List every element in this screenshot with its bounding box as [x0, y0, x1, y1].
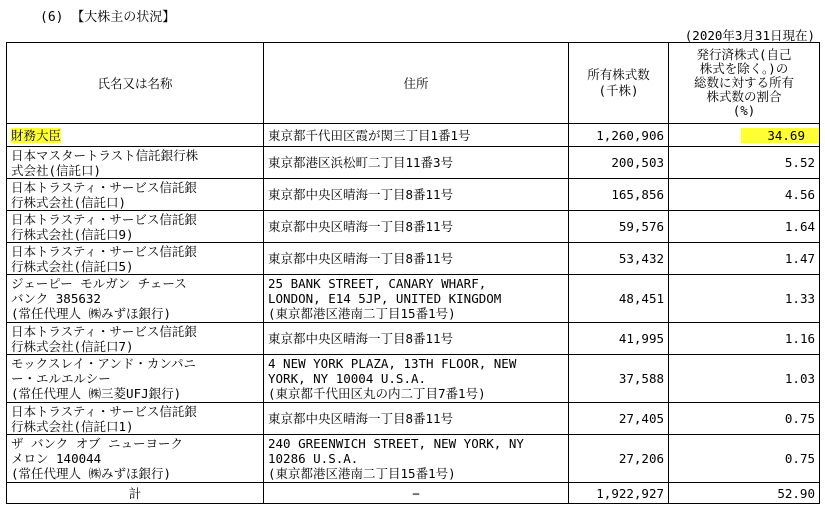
address-text: 東京都中央区晴海一丁目8番11号: [268, 331, 454, 346]
header-address: 住所: [264, 43, 569, 124]
name-text: 日本トラスティ・サービス信託銀 行株式会社(信託口1): [11, 403, 197, 434]
ownership-ratio: 1.64: [669, 211, 820, 243]
address-text: 25 BANK STREET, CANARY WHARF, LONDON, E14 5JP, UNITED KINGDOM (東京都港区港南二丁目15番1号): [268, 276, 502, 321]
header-ratio: [669, 43, 820, 124]
ownership-ratio: 0.75: [669, 435, 820, 483]
header-name: 氏名又は名称: [7, 43, 264, 124]
major-shareholders-table: [6, 42, 820, 504]
header-ratio-line4: 株式数の割合: [706, 89, 782, 104]
shareholder-name: [7, 147, 264, 179]
ownership-ratio: 0.75: [669, 403, 820, 435]
shares-held: 41,995: [569, 323, 669, 355]
shareholder-address: [264, 355, 569, 403]
table-row: [7, 179, 820, 211]
header-ratio-line2: 株式を除く。)の: [699, 61, 789, 76]
shares-held: 1,260,906: [569, 124, 669, 147]
ownership-ratio: 1.16: [669, 323, 820, 355]
shareholder-address: [264, 147, 569, 179]
header-ratio-line3: 総数に対する所有: [693, 75, 794, 90]
as-of-date: (2020年3月31日現在): [684, 28, 815, 43]
name-text: 日本トラスティ・サービス信託銀 行株式会社(信託口9): [11, 211, 197, 242]
table-row: [7, 403, 820, 435]
shares-held: 200,503: [569, 147, 669, 179]
shares-held: 59,576: [569, 211, 669, 243]
total-ratio: 52.90: [669, 483, 820, 504]
ownership-ratio: 1.33: [669, 275, 820, 323]
name-text: ジェーピー モルガン チェース バンク 385632 (常任代理人 ㈱みずほ銀行): [11, 276, 187, 321]
address-text: 東京都千代田区霞が関三丁目1番1号: [268, 127, 471, 143]
address-text: 東京都中央区晴海一丁目8番11号: [268, 187, 454, 202]
ownership-ratio: 5.52: [669, 147, 820, 179]
address-text: 東京都中央区晴海一丁目8番11号: [268, 251, 454, 266]
table-row: [7, 275, 820, 323]
highlighted-ratio: 34.69: [741, 128, 819, 143]
shareholder-address: [264, 435, 569, 483]
name-text: ザ バンク オブ ニューヨーク メロン 140044 (常任代理人 ㈱みずほ銀行): [11, 436, 183, 481]
shareholder-address: [264, 243, 569, 275]
shareholder-name: [7, 275, 264, 323]
shares-held: 27,206: [569, 435, 669, 483]
shareholder-name: [7, 403, 264, 435]
header-ratio-line1: 発行済株式(自己: [696, 47, 792, 62]
header-shares-line1: 所有株式数: [587, 67, 650, 82]
shareholder-address: [264, 275, 569, 323]
shareholder-address: [264, 124, 569, 147]
address-text: 4 NEW YORK PLAZA, 13TH FLOOR, NEW YORK, NY 10004 U.S.A. (東京都千代田区丸の内二丁目7番1号): [268, 356, 517, 401]
shares-held: 37,588: [569, 355, 669, 403]
shares-held: 27,405: [569, 403, 669, 435]
table-row: [7, 211, 820, 243]
total-shares: 1,922,927: [569, 483, 669, 504]
ownership-ratio: 4.56: [669, 179, 820, 211]
name-text: 日本マスタートラスト信託銀行株 式会社(信託口): [11, 147, 199, 178]
shares-held: 165,856: [569, 179, 669, 211]
name-text: モックスレイ・アンド・カンパニ ー・エルエルシー (常任代理人 ㈱三菱UFJ銀行): [11, 356, 197, 401]
shareholder-name: [7, 323, 264, 355]
shareholder-name: [7, 355, 264, 403]
address-text: 240 GREENWICH STREET, NEW YORK, NY 10286 U.S.A. (東京都港区港南二丁目15番1号): [268, 436, 524, 481]
total-address: −: [264, 483, 569, 504]
total-row: [7, 483, 820, 504]
highlighted-name: 財務大臣: [11, 127, 62, 143]
shareholder-address: [264, 403, 569, 435]
name-text: 日本トラスティ・サービス信託銀 行株式会社(信託口5): [11, 243, 197, 274]
shares-held: 48,451: [569, 275, 669, 323]
section-heading: (6) 【大株主の状況】: [40, 10, 176, 25]
shareholder-name: [7, 435, 264, 483]
table-row: [7, 147, 820, 179]
table-row: [7, 323, 820, 355]
ownership-ratio: [669, 124, 820, 147]
address-text: 東京都中央区晴海一丁目8番11号: [268, 411, 454, 426]
table-row: [7, 243, 820, 275]
table-row: [7, 355, 820, 403]
header-shares-line2: (千株): [598, 83, 639, 98]
address-text: 東京都港区浜松町二丁目11番3号: [268, 155, 454, 170]
header-ratio-unit: (%): [732, 103, 756, 118]
shareholder-name: [7, 211, 264, 243]
ownership-ratio: 1.47: [669, 243, 820, 275]
table-row: [7, 124, 820, 147]
total-label: 計: [7, 483, 264, 504]
ownership-ratio: 1.03: [669, 355, 820, 403]
shareholder-address: [264, 179, 569, 211]
shares-held: 53,432: [569, 243, 669, 275]
table-header-row: [7, 43, 820, 124]
shareholder-address: [264, 323, 569, 355]
address-text: 東京都中央区晴海一丁目8番11号: [268, 219, 454, 234]
name-text: 日本トラスティ・サービス信託銀 行株式会社(信託口): [11, 179, 197, 210]
shareholder-name: [7, 179, 264, 211]
header-shares: [569, 43, 669, 124]
table-row: [7, 435, 820, 483]
shareholder-name: [7, 243, 264, 275]
name-text: 日本トラスティ・サービス信託銀 行株式会社(信託口7): [11, 323, 197, 354]
shareholder-address: [264, 211, 569, 243]
shareholder-name: [7, 124, 264, 147]
